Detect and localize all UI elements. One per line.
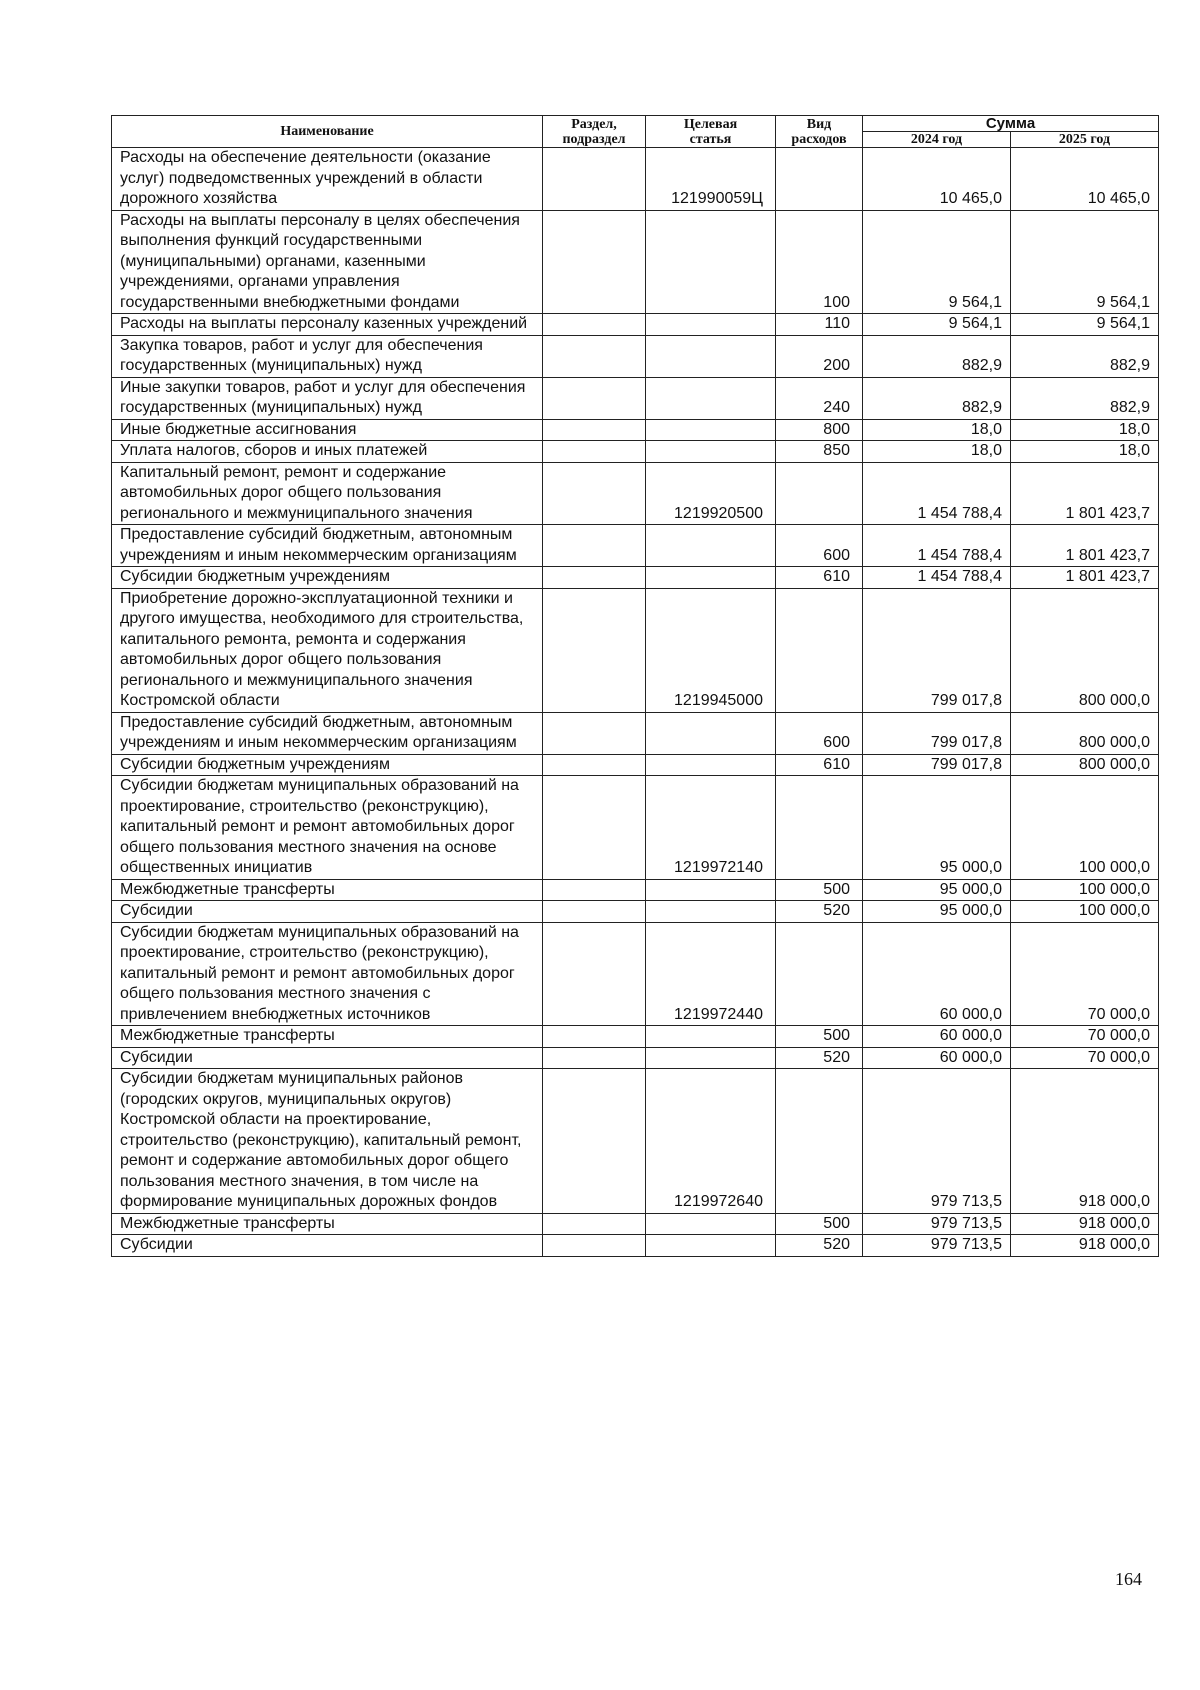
cell-amount-2025: 18,0 [1011, 441, 1159, 463]
cell-amount-2025: 882,9 [1011, 335, 1159, 377]
header-year-2025: 2025 год [1011, 132, 1159, 148]
cell-amount-2025: 800 000,0 [1011, 712, 1159, 754]
header-article: Целевая статья [646, 116, 776, 148]
cell-expense-type: 500 [776, 1213, 863, 1235]
cell-section [543, 1213, 646, 1235]
cell-section [543, 335, 646, 377]
cell-section [543, 210, 646, 314]
cell-expense-type: 200 [776, 335, 863, 377]
cell-amount-2024: 1 454 788,4 [863, 525, 1011, 567]
cell-name: Субсидии бюджетным учреждениям [112, 567, 543, 589]
cell-amount-2025: 70 000,0 [1011, 1047, 1159, 1069]
cell-target-article [646, 210, 776, 314]
cell-name: Иные бюджетные ассигнования [112, 419, 543, 441]
table-row [112, 712, 1159, 754]
cell-amount-2024: 18,0 [863, 441, 1011, 463]
cell-name: Закупка товаров, работ и услуг для обеспечения государственных (муниципальных) нужд [112, 335, 543, 377]
page-number: 164 [1115, 1569, 1142, 1589]
cell-expense-type: 500 [776, 879, 863, 901]
cell-name: Капитальный ремонт, ремонт и содержание автомобильных дорог общего пользования регионального и межмуниципального значения [112, 462, 543, 525]
cell-section [543, 1069, 646, 1214]
cell-amount-2024: 799 017,8 [863, 754, 1011, 776]
cell-section [543, 879, 646, 901]
cell-amount-2025: 9 564,1 [1011, 314, 1159, 336]
cell-amount-2025: 1 801 423,7 [1011, 462, 1159, 525]
table-row [112, 879, 1159, 901]
cell-target-article: 1219972440 [646, 922, 776, 1026]
cell-name: Субсидии [112, 1047, 543, 1069]
cell-expense-type [776, 588, 863, 712]
cell-target-article [646, 314, 776, 336]
table-row [112, 901, 1159, 923]
cell-amount-2024: 882,9 [863, 335, 1011, 377]
cell-target-article: 1219920500 [646, 462, 776, 525]
cell-section [543, 1026, 646, 1048]
cell-target-article [646, 712, 776, 754]
cell-name: Субсидии бюджетным учреждениям [112, 754, 543, 776]
cell-amount-2025: 70 000,0 [1011, 922, 1159, 1026]
cell-section [543, 567, 646, 589]
cell-target-article [646, 335, 776, 377]
header-sum: Сумма [863, 116, 1159, 132]
cell-amount-2024: 979 713,5 [863, 1235, 1011, 1257]
table-body [112, 148, 1159, 1257]
cell-name: Уплата налогов, сборов и иных платежей [112, 441, 543, 463]
cell-expense-type [776, 922, 863, 1026]
budget-table [111, 115, 1159, 1257]
cell-target-article [646, 879, 776, 901]
cell-amount-2025: 70 000,0 [1011, 1026, 1159, 1048]
cell-section [543, 314, 646, 336]
cell-section [543, 525, 646, 567]
cell-amount-2024: 9 564,1 [863, 314, 1011, 336]
cell-target-article: 121990059Ц [646, 148, 776, 211]
cell-section [543, 922, 646, 1026]
cell-amount-2024: 979 713,5 [863, 1069, 1011, 1214]
cell-target-article [646, 1235, 776, 1257]
table-row [112, 1213, 1159, 1235]
cell-name: Субсидии [112, 1235, 543, 1257]
cell-amount-2025: 10 465,0 [1011, 148, 1159, 211]
cell-amount-2025: 918 000,0 [1011, 1213, 1159, 1235]
cell-amount-2024: 1 454 788,4 [863, 567, 1011, 589]
cell-amount-2025: 9 564,1 [1011, 210, 1159, 314]
cell-amount-2024: 799 017,8 [863, 588, 1011, 712]
cell-target-article [646, 1026, 776, 1048]
cell-target-article [646, 1047, 776, 1069]
table-row [112, 210, 1159, 314]
header-section: Раздел, подраздел [543, 116, 646, 148]
cell-amount-2024: 60 000,0 [863, 922, 1011, 1026]
table-row [112, 335, 1159, 377]
cell-name: Субсидии бюджетам муниципальных образований на проектирование, строительство (реконструкцию), капитальный ремонт и ремонт автомобильных дорог общего пользования местного значения с привлечением внебюджетных источников [112, 922, 543, 1026]
cell-amount-2024: 95 000,0 [863, 776, 1011, 880]
cell-name: Субсидии бюджетам муниципальных образований на проектирование, строительство (реконструкцию), капитальный ремонт и ремонт автомобильных дорог общего пользования местного значения на основе общественных инициатив [112, 776, 543, 880]
cell-section [543, 588, 646, 712]
cell-amount-2024: 9 564,1 [863, 210, 1011, 314]
header-expense-type: Вид расходов [776, 116, 863, 148]
cell-section [543, 712, 646, 754]
cell-target-article [646, 567, 776, 589]
table-row [112, 148, 1159, 211]
cell-expense-type: 520 [776, 1235, 863, 1257]
table-row [112, 419, 1159, 441]
cell-name: Межбюджетные трансферты [112, 879, 543, 901]
cell-amount-2024: 60 000,0 [863, 1047, 1011, 1069]
cell-amount-2024: 10 465,0 [863, 148, 1011, 211]
cell-expense-type [776, 148, 863, 211]
cell-section [543, 419, 646, 441]
cell-amount-2025: 100 000,0 [1011, 776, 1159, 880]
cell-amount-2025: 18,0 [1011, 419, 1159, 441]
table-row [112, 1026, 1159, 1048]
cell-target-article [646, 754, 776, 776]
cell-amount-2024: 882,9 [863, 377, 1011, 419]
cell-name: Межбюджетные трансферты [112, 1213, 543, 1235]
cell-expense-type: 110 [776, 314, 863, 336]
cell-amount-2025: 800 000,0 [1011, 754, 1159, 776]
cell-section [543, 377, 646, 419]
cell-expense-type [776, 776, 863, 880]
cell-target-article [646, 377, 776, 419]
cell-name: Расходы на выплаты персоналу в целях обеспечения выполнения функций государственными (муниципальными) органами, казенными учреждениями, органами управления государственными внебюджетными фондами [112, 210, 543, 314]
cell-target-article [646, 901, 776, 923]
cell-name: Иные закупки товаров, работ и услуг для обеспечения государственных (муниципальных) нужд [112, 377, 543, 419]
cell-expense-type: 610 [776, 754, 863, 776]
table-row [112, 1235, 1159, 1257]
cell-amount-2025: 1 801 423,7 [1011, 525, 1159, 567]
cell-section [543, 1047, 646, 1069]
header-row-top [112, 116, 1159, 132]
header-name: Наименование [112, 116, 543, 148]
table-row [112, 441, 1159, 463]
table-row [112, 377, 1159, 419]
table-row [112, 1047, 1159, 1069]
table-row [112, 588, 1159, 712]
cell-expense-type: 800 [776, 419, 863, 441]
cell-name: Расходы на обеспечение деятельности (оказание услуг) подведомственных учреждений в области дорожного хозяйства [112, 148, 543, 211]
cell-amount-2025: 100 000,0 [1011, 879, 1159, 901]
cell-expense-type: 600 [776, 525, 863, 567]
cell-amount-2024: 18,0 [863, 419, 1011, 441]
cell-target-article [646, 1213, 776, 1235]
cell-section [543, 148, 646, 211]
table-row [112, 776, 1159, 880]
table-row [112, 525, 1159, 567]
cell-amount-2024: 95 000,0 [863, 879, 1011, 901]
cell-amount-2025: 800 000,0 [1011, 588, 1159, 712]
cell-section [543, 901, 646, 923]
table-row [112, 754, 1159, 776]
cell-target-article [646, 525, 776, 567]
cell-section [543, 776, 646, 880]
cell-amount-2024: 95 000,0 [863, 901, 1011, 923]
cell-amount-2025: 918 000,0 [1011, 1235, 1159, 1257]
cell-section [543, 462, 646, 525]
cell-name: Субсидии [112, 901, 543, 923]
cell-name: Субсидии бюджетам муниципальных районов (городских округов, муниципальных округов) Костромской области на проектирование, строительство (реконструкцию), капитальный ремонт, ремонт и содержание автомобильных дорог общего пользования местного значения, в том числе на формирование муниципальных дорожных фондов [112, 1069, 543, 1214]
cell-name: Предоставление субсидий бюджетным, автономным учреждениям и иным некоммерческим организациям [112, 525, 543, 567]
cell-expense-type: 520 [776, 901, 863, 923]
cell-amount-2024: 60 000,0 [863, 1026, 1011, 1048]
table-row [112, 462, 1159, 525]
cell-amount-2025: 882,9 [1011, 377, 1159, 419]
cell-amount-2024: 979 713,5 [863, 1213, 1011, 1235]
cell-name: Приобретение дорожно-эксплуатационной техники и другого имущества, необходимого для строительства, капитального ремонта, ремонта и содержания автомобильных дорог общего пользования регионального и межмуниципального значения Костромской области [112, 588, 543, 712]
cell-target-article: 1219972640 [646, 1069, 776, 1214]
cell-amount-2025: 918 000,0 [1011, 1069, 1159, 1214]
table-row [112, 567, 1159, 589]
cell-target-article: 1219945000 [646, 588, 776, 712]
cell-name: Расходы на выплаты персоналу казенных учреждений [112, 314, 543, 336]
header-year-2024: 2024 год [863, 132, 1011, 148]
table-row [112, 314, 1159, 336]
cell-expense-type: 610 [776, 567, 863, 589]
cell-target-article: 1219972140 [646, 776, 776, 880]
cell-target-article [646, 441, 776, 463]
cell-expense-type: 100 [776, 210, 863, 314]
cell-section [543, 441, 646, 463]
cell-expense-type: 500 [776, 1026, 863, 1048]
cell-expense-type: 600 [776, 712, 863, 754]
cell-section [543, 1235, 646, 1257]
cell-expense-type: 850 [776, 441, 863, 463]
cell-amount-2024: 799 017,8 [863, 712, 1011, 754]
cell-expense-type: 520 [776, 1047, 863, 1069]
table-row [112, 1069, 1159, 1214]
cell-name: Предоставление субсидий бюджетным, автономным учреждениям и иным некоммерческим организациям [112, 712, 543, 754]
cell-expense-type [776, 1069, 863, 1214]
cell-amount-2025: 100 000,0 [1011, 901, 1159, 923]
cell-target-article [646, 419, 776, 441]
cell-expense-type: 240 [776, 377, 863, 419]
budget-document [111, 115, 1158, 1257]
cell-amount-2024: 1 454 788,4 [863, 462, 1011, 525]
table-row [112, 922, 1159, 1026]
cell-name: Межбюджетные трансферты [112, 1026, 543, 1048]
cell-expense-type [776, 462, 863, 525]
cell-amount-2025: 1 801 423,7 [1011, 567, 1159, 589]
cell-section [543, 754, 646, 776]
